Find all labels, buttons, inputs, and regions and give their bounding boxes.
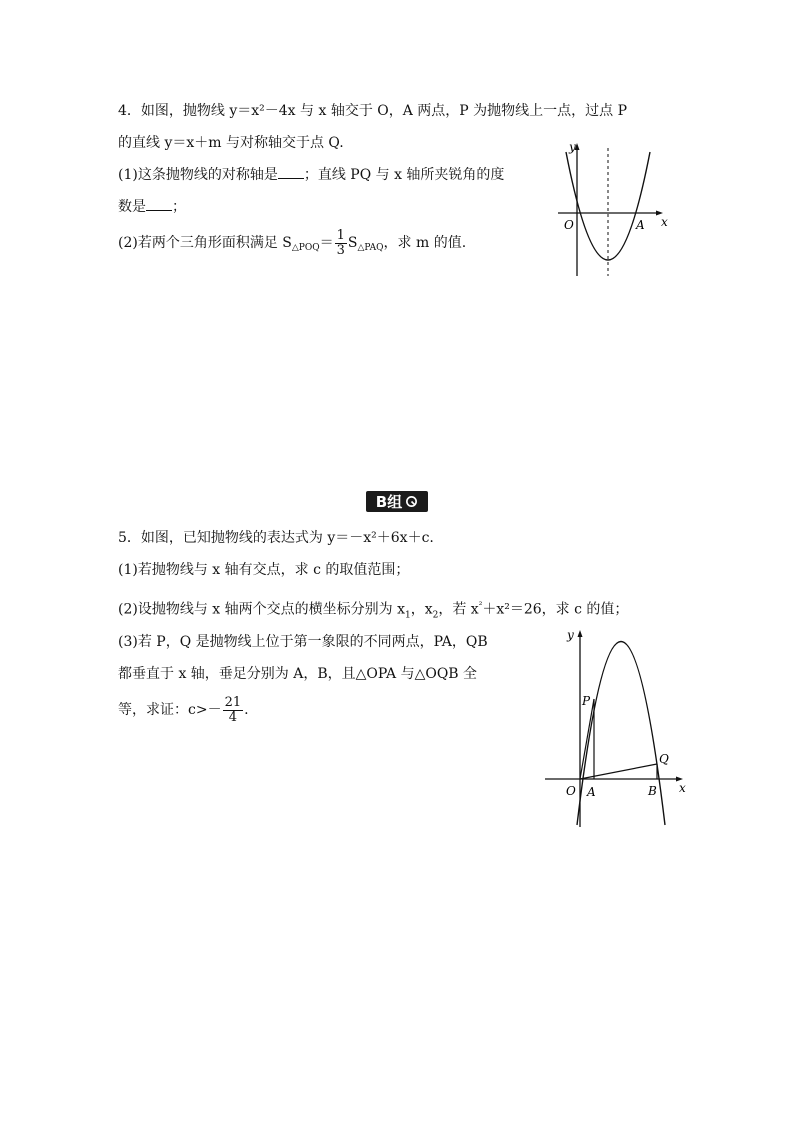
q4-part-2-text-a: (2)若两个三角形面积满足 S: [118, 235, 292, 251]
q5-part-2: [118, 596, 628, 625]
triangle-poq-subscript: △POQ: [291, 243, 320, 253]
q4-point-a-label: A: [636, 218, 645, 232]
q5-part-2-text-b: ，x: [410, 601, 433, 618]
q4-part-1: [118, 165, 504, 185]
segment-op: [580, 699, 594, 779]
q5-origin-label: O: [566, 784, 576, 798]
q5-part-2-text-c: ，若 x: [438, 601, 479, 618]
q4-part-2: [118, 228, 466, 263]
q5-point-b-label: B: [648, 784, 657, 798]
q5-part-3-line-2: 都垂直于 x 轴，垂足分别为 A，B，且△OPA 与△OQB 全: [118, 666, 478, 682]
q5-part-2-text-a: (2)设抛物线与 x 轴两个交点的横坐标分别为 x: [118, 601, 405, 618]
q4-part-1-text-b: ；直线 PQ 与 x 轴所夹锐角的度: [303, 167, 505, 183]
area-symbol: S: [347, 235, 358, 251]
fraction-denominator: 4: [228, 709, 237, 725]
q4-parabola-graph: [550, 140, 675, 280]
q5-part-3-line-1: (3)若 P，Q 是抛物线上位于第一象限的不同两点，PA，QB: [118, 634, 488, 650]
q5-part-3-line-3: [118, 690, 249, 730]
q4-x-label: x: [661, 215, 668, 229]
section-badge-b: [366, 491, 428, 512]
subscript-1: 1: [404, 610, 411, 621]
q5-y-axis-arrow: [578, 630, 583, 637]
q5-parabola-graph: [540, 625, 695, 830]
segment-oq: [580, 764, 657, 779]
subscript-2: 2: [432, 610, 439, 621]
q4-part-1-cont: [118, 197, 186, 217]
superscript: ²: [478, 601, 483, 611]
q5-point-a-label: A: [587, 785, 596, 799]
q4-line-1: 4．如图，抛物线 y＝x²－4x 与 x 轴交于 O，A 两点，P 为抛物线上一点，过点 P: [118, 103, 628, 119]
q5-x-label: x: [679, 781, 686, 795]
q4-part-1-text-c: 数是: [118, 199, 146, 215]
fraction-numerator: 1: [336, 227, 345, 243]
section-badge-label: B组: [375, 493, 403, 511]
q4-origin-label: O: [564, 218, 574, 232]
refresh-icon: [405, 495, 418, 508]
q5-y-label: y: [567, 628, 574, 642]
q5-part-1: (1)若抛物线与 x 轴有交点，求 c 的取值范围；: [118, 562, 410, 578]
answer-blank: [146, 197, 172, 211]
q5-line-1: 5．如图，已知抛物线的表达式为 y＝－x²＋6x＋c.: [118, 530, 434, 546]
q5-part-3-text-c: 等，求证：c>－: [118, 702, 222, 718]
q5-point-q-label: Q: [659, 752, 669, 766]
equals-sign: ＝: [319, 235, 334, 251]
fraction-numerator: 21: [224, 694, 242, 710]
q5-point-p-label: P: [582, 694, 591, 708]
q4-line-2: 的直线 y＝x＋m 与对称轴交于点 Q.: [118, 135, 344, 151]
q4-y-label: y: [569, 140, 576, 154]
q5-period: .: [244, 702, 249, 718]
triangle-paq-subscript: △PAQ: [357, 243, 384, 253]
fraction-denominator: 3: [336, 242, 345, 258]
q4-part-1-text-d: ；: [172, 199, 186, 215]
q4-part-2-text-b: ，求 m 的值.: [383, 235, 467, 251]
fraction-twenty-one-quarters: [223, 696, 244, 725]
q5-part-2-text-d: ＋x²＝26，求 c 的值；: [482, 601, 629, 618]
answer-blank: [278, 165, 304, 179]
fraction-one-third: [335, 229, 347, 258]
q4-part-1-text-a: (1)这条抛物线的对称轴是: [118, 167, 278, 183]
